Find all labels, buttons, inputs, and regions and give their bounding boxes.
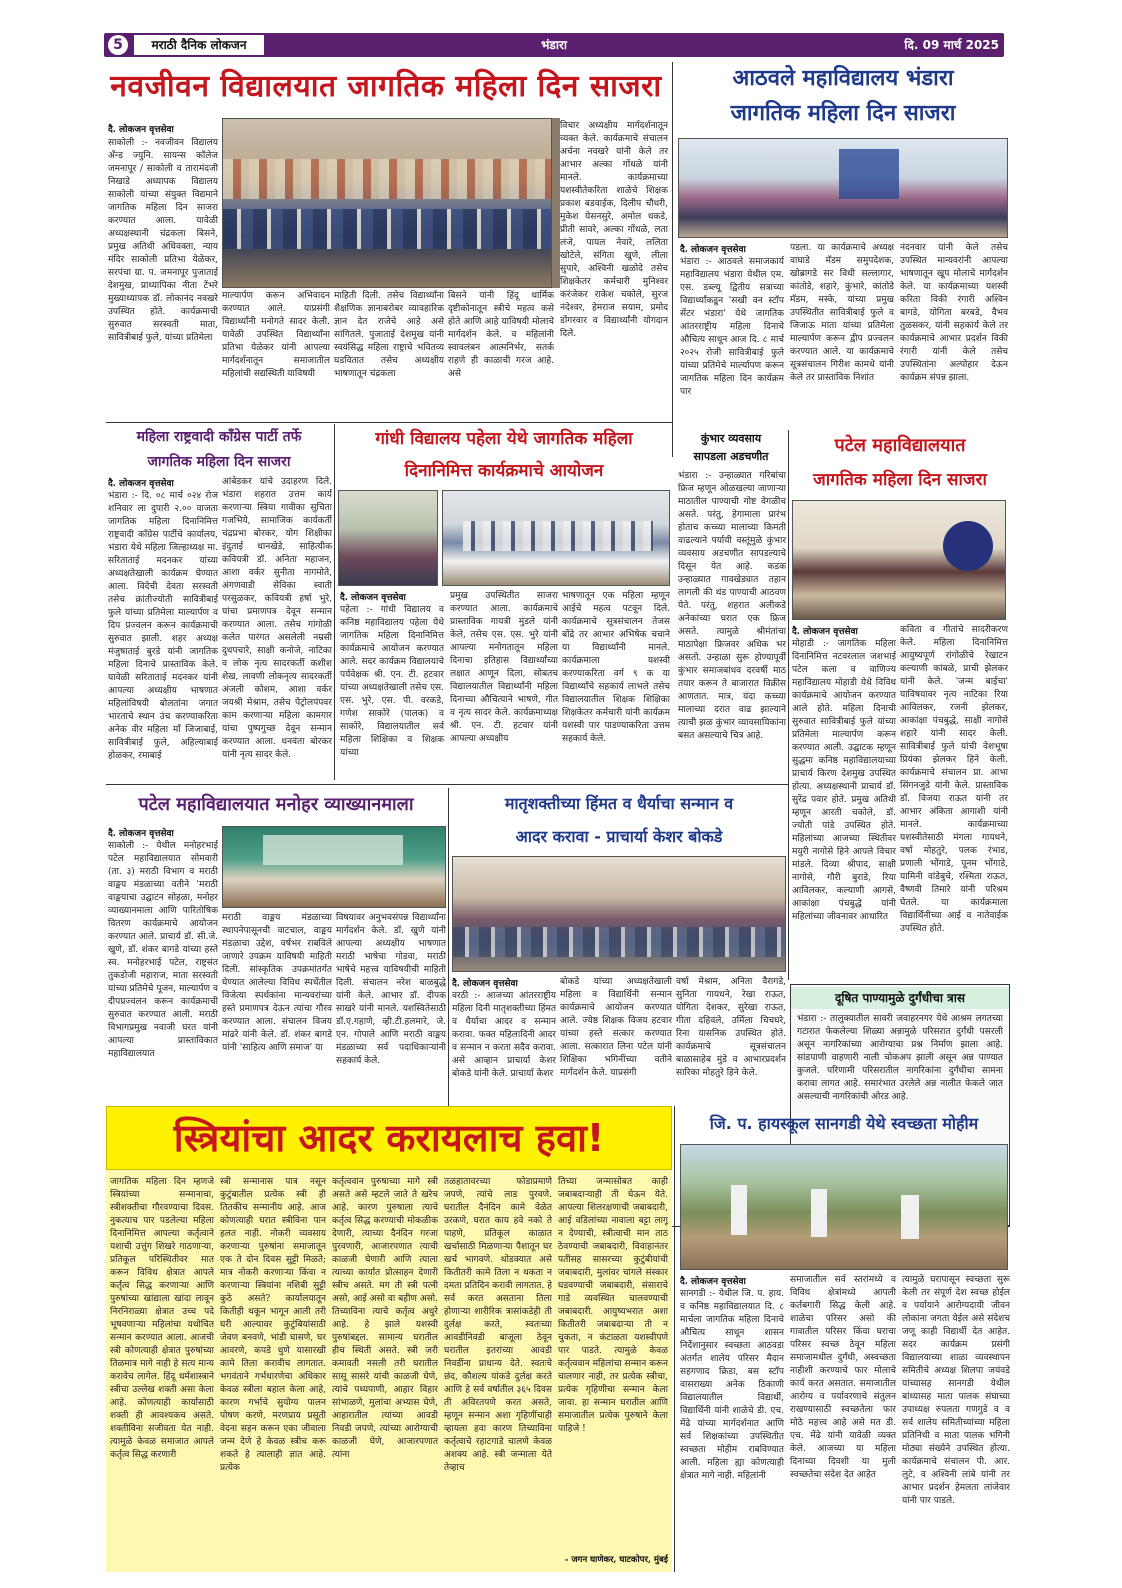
headline-patel-mohadi-line2: जागतिक महिला दिन साजरा: [813, 470, 987, 490]
article-manohar-col3: विषयावर अनुभवसंपन्न विद्यार्थ्यांना मार्गदर्शन केले. डॉ. खुणे यांनी आपल्या अध्यक्षीय भाषणात मराठी भाषेचा गोडवा, मराठी भाषेचे महत्त्व याविषयीची माहिती दिली. संचालन नरेश बाळबुद्धे यांनी केले. आभार डॉ. दीपक साखरे यांनी मानले. यशस्वितेसाठी डॉ.ए.गहाणे, व्ही.टी.हलमारे, जे. एन. गोपाले आणि मराठी वाङ्मय मंडळाच्या सर्व पदाधिकाऱ्यांनी सहकार्य केले.: [336, 913, 446, 1066]
photo-navjivan-group: [222, 118, 552, 288]
article-manohar-col1: साकोली :- येथील मनोहरभाई पटेल महाविद्यालयात सोमवारी (ता. ३) मराठी विभाग व मराठी वाङ्मय मंडळाच्या वतीने 'मराठी वाङ्मयाचा उद्घाटन सोहळा, मनोहर व्याख्यानमाला आणि पारितोषिक वितरण कार्यक्रमाचे आयोजन करण्यात आले. प्राचार्य डॉ. सी.जे. खुणे, डॉ. शंकर बागडे यांच्या हस्ते स्व. मनोहरभाई पटेल, राष्ट्रसंत तुकडोजी महाराज, माता सरस्वती यांच्या प्रतिमेचे पूजन, माल्यार्पण व दीपप्रज्वलन करून कार्यक्रमाची सुरुवात करण्यात आली. मराठी विभागप्रमुख नवाजी घरत यांनी आपल्या प्रास्ताविकात महाविद्यालयात: [108, 841, 218, 1059]
photo-sangadi-cleaning: [680, 1144, 1008, 1270]
divider-vertical-2: [334, 424, 335, 780]
photo-gandhi-stage: [338, 490, 438, 586]
byline-patel-mohadi: दै. लोकजन वृत्तसेवा: [792, 627, 858, 637]
article-sangadi-col3: त्यामुळे घरापासून स्वच्छता सुरू केली तर संपूर्ण देश स्वच्छ होईल व पर्यायाने आरोग्यदायी जीवन लोकांना जगता येईल असे संदेशच जणू काही विद्यार्थी देत आहेत. सदर कार्यक्रम प्रसंगी विद्यालयाच्या शाळा व्यवस्थापन समितीचे अध्यक्ष शिलपा जयंवडे यांच्यासह सानगडी येथील बांध्यासह माता पालक संघाच्या उपाध्यक्ष रुपलता गणगुडे व व सर्व शालेय समितीच्यांच्या महिला प्रतिनिधी व माता पालक भगिनी मोठ्या संख्येने उपस्थित होत्या. कार्यक्रमाचे संचालन पी. आर. लुटे, व अश्विनी लांबे यांनी तर आभार प्रदर्शन हेमलता लांजेवार यांनी पार पाडले.: [902, 1275, 1010, 1506]
edition-date: दि. 09 मार्च 2025: [904, 38, 999, 52]
headline-matrushakti-line2: आदर करावा - प्राचार्या केशर बोकडे: [515, 827, 723, 846]
byline-ncp: दै. लोकजन वृत्तसेवा: [108, 479, 174, 489]
byline-sangadi: दै. लोकजन वृत्तसेवा: [680, 1277, 746, 1287]
article-navjivan-col1: साकोली :- नवजीवन विद्यालय अँन्ड ज्युनि. सायन्स कॉलेज जमनापूर / साकोली व तारामंदजी निखाडे अध्यापक विद्यालय साकोली यांच्या संयुक्त विद्यमाने जागतिक महिला दिन साजरा करण्यात आला. यावेळी अध्यक्षस्थानी चंद्रकला बिसने, प्रमुख अतिथी अधिवक्ता, न्याय मंदिर साकोली प्रतिभा येळेकर, सरपंचा ग्रा. प. जमनापूर पुजाताई देशमुख, प्राध्यापिका नीता टेंभरे मुख्याध्यापक डॉ. लोकानंद नवखरे उपस्थित होते. कार्यक्रमाची सुरुवात सरस्वती माता, सावित्रीबाई फुले, यांच्या प्रतिमेला: [108, 138, 218, 343]
byline-gandhi: दै. लोकजन वृत्तसेवा: [340, 593, 406, 603]
headline-patel-mohadi-line1: पटेल महाविद्यालयात: [834, 435, 966, 456]
article-gandhi-col3: भाषणातून एक महिला म्हणून आईचे महत्व पटवून दिले. कार्यक्रमाचे सूत्रसंचालन तेजस बोंद्रे तर आभार अभिषेक चचाने या विद्यार्थ्यांनी मानले. कार्यक्रमाला यशस्वी करण्याकरिता वर्ग ९ क या विद्यार्थ्यांचे सहकार्य लाभले तसेच विद्यालयातील शिक्षक शिक्षिका शिक्षकेतर कर्मचारी यांनी कार्यक्रम यशस्वी पार पाडण्याकरिता उत्तम सहकार्य केले.: [562, 591, 670, 744]
photo-matrushakti: [452, 856, 786, 972]
headline-athawale-line1: आठवले महाविद्यालय भंडारा: [732, 66, 954, 91]
photo-gandhi-group: [442, 490, 670, 586]
photo-patel-mohadi: [792, 500, 1006, 620]
headline-manohar: पटेल महाविद्यालयात मनोहर व्याख्यानमाला: [138, 794, 414, 815]
photo-athawale: [678, 138, 1008, 238]
divider-vertical-1: [672, 62, 673, 457]
byline-matrushakti: दै. लोकजन वृत्तसेवा: [452, 979, 518, 989]
byline-navjivan: दै. लोकजन वृत्तसेवा: [108, 125, 174, 135]
article-gandhi-col2: प्रमुख उपस्थितीत साजरा करण्यात आला. कार्यक्रमाचे प्रास्ताविक गायत्री मुंडले यांनी केले, तसेच एस. एस. भुरे यांनी आपल्या मनोगतातून महिला दिनाचा इतिहास विद्यार्थ्यांच्या लक्षात आणून दिला, सोबतच विद्यालयातील विद्यार्थ्यांनी महिला दिनाच्या औचित्याने भाषणे, गीत व नृत्य सादर केले. कार्यक्रमाध्यक्ष श्री. एन. टी. हटवार यांनी आपल्या अध्यक्षीय: [450, 591, 558, 744]
divider-vertical-5: [674, 1106, 675, 1572]
headline-gandhi-line2: दिनानिमित्त कार्यक्रमाचे आयोजन: [404, 461, 604, 481]
photo-manohar-stage: [222, 826, 446, 908]
article-matrushakti-col3: वर्षा मेश्राम, अनिता वैरागडे, सुनिता गायधने, रेखा राऊत, योगिता देशकर, सुरेखा राऊत, गीता दहिवले, उर्मिला चिचघरे, रिना यासनिक उपस्थित होते. कार्यक्रमाचे सूत्रसंचालन बाळासाहेब मुंडे व आभारप्रदर्शन सारिका मोहतुरे हिने केले.: [676, 977, 786, 1078]
editorial-col1: जागतिक महिला दिन म्हणजे स्त्रियांच्या सन्मानाचा, स्त्रीशक्तीचा गौरवण्याचा दिवस. नुकत्याच पार पडलेल्या महिला दिनानिमित्त आपल्या कर्तृत्वाने यशाची उत्तुंग शिखरे गाठणाऱ्या, प्रतिकूल परिस्थितीवर मात करून विविध क्षेत्रात आपले कर्तृत्व सिद्ध करणाऱ्या आणि पुरुषांच्या खांद्याला खांदा लावून निरनिराळ्या क्षेत्रात उच्च पदे भूषवणाऱ्या महिलांचा यथोचित सन्मान करण्यात आला. आजची स्त्री कोणत्याही क्षेत्रात पुरुषांच्या तिळमात्र मागे नाही हे सत्य मान्य करावेच लागेल. हिंदू धर्मशास्त्राने स्त्रीचा उल्लेख शक्ती असा केला आहे. कोणत्याही कार्यासाठी शक्ती ही आवश्यकच असते. शक्तीविना सजीवता येत नाही. त्यामुळे केवळ समाजात आपले कर्तृत्व सिद्ध करणारी: [110, 1177, 214, 1460]
headline-striyancha-aadar: स्त्रियांचा आदर करायलाच हवा!: [173, 1116, 605, 1160]
photo-navjivan-lamp: [552, 118, 560, 288]
headline-sangadi: जि. प. हायस्कूल सानगडी येथे स्वच्छता मोहीम: [709, 1114, 979, 1133]
headline-kumbhar-line2: सापडला अडचणीत: [693, 450, 769, 463]
headline-ncp-line1: महिला राष्ट्रवादी कॉंग्रेस पार्टी तर्फे: [136, 429, 302, 445]
editorial-col5: तिच्या जन्मासोबत काही जबाबदाऱ्याही ती घेऊन येते. आपल्या शिलरक्षणाची जबाबदारी, आई वडिलांच्या नावाला बट्टा लागू न देण्याची, स्त्रीत्वाची मान ताठ ठेवण्याची जबाबदारी, विवाहानंतर पतीसह सासरच्या कुटुंबीयांची जबाबदारी, मुलांवर चांगले संस्कार घडवण्याची जबाबदारी, संसाराचे गाडे व्यवस्थित चालवण्याची जबाबदारी. आयुष्यभरात अशा कितीतरी जबाबदाऱ्या ती न चुकता, न कंटाळता यशस्वीपणे पार पाडते. त्यामुळे केवळ कर्तृत्ववान महिलांचा सन्मान करून चालणार नाही, तर प्रत्येक स्त्रीचा, प्रत्येक गृहिणीचा सन्मान केला जावा. हा सन्मान घरातील आणि समाजातील प्रत्येक पुरुषाने केला पाहिजे !: [558, 1177, 668, 1434]
article-dushit-paani: भंडारा :- तालुक्यातील सावरी जवाहरनगर येथे आश्रम लगतच्या गटारात फेकलेल्या शिळ्या अन्नामुळे परिसरात दुर्गंधी पसरली असून नागरिकांच्या आरोग्याचा प्रश्न निर्माण झाला आहे. सांडपाणी वाहणारी नाली चोकअप झाली असून अन्न पाण्यात कुजले. परिणामी परिसरातील नागरिकांना दुर्गंधीचा सामना करावा लागत आहे. समारंभात उरलेले अन्न नालीत फेकले जात असल्याची नागरिकांची ओरड आहे.: [797, 1014, 1003, 1102]
headline-ncp-line2: जागतिक महिला दिन साजरा: [147, 454, 291, 470]
article-athawale-col2: पडला. या कार्यक्रमाचे अध्यक्ष वाघाडे मॅडम समुपदेशक, खोब्रागडे सर विधी सल्लागार, कांतोडे, शहारे, कुंभारे, कांतोडे मॅडम, मस्के, यांच्या प्रमुख उपस्थितीत सावित्रीबाई फुले व जिजाऊ माता यांच्या प्रतिमेला माल्यार्पण करून द्वीप प्रज्वलन करण्यात आले. या कार्यक्रमाचे सूत्रसंचालन गिरीश कामथे यांनी केले तर प्रास्ताविक निशांत: [790, 243, 894, 383]
page-number: 5: [108, 35, 128, 55]
article-gandhi-col1: पहेला :- गांधी विद्यालय व कनिष्ठ महाविद्यालय पहेला येथे जागतिक महिला दिनानिमित्त कार्यक्रमाचे आयोजन करण्यात आले. सदर कार्यक्रम विद्यालयाचे पर्यवेक्षक श्री. एन. टी. हटवार यांच्या अध्यक्षतेखाली तसेच एस. एस. भुरे, एस. पी. वरकडे, गणेश साकोरे (पालक) व साकोरे, विद्यालयातील सर्व महिला शिक्षिका व शिक्षक यांच्या: [340, 605, 444, 758]
editorial-col4: तळहातावरच्या फोडाप्रमाणे जपणे, त्यांचे लाड पुरवणे. घरातील दैनंदिन कामे वेळेत उरकणे, घरात काय हवे नको ते पाहणे, प्रतिकूल काळात खर्चासाठी मिळणाऱ्या पैशातून घर खर्च भागवणे. थोडक्यात असे कितीतरी कामे तिला न थकता न दमता प्रतिदिन करावी लागतात. हे सर्व करत असताना तिला होणाऱ्या शारीरिक त्रासांकडेही ती दुर्लक्ष करते, स्वतःच्या आवडीनिवडी बाजूला ठेवून घरातील इतरांच्या आवडी निवडींना प्राधान्य देते. स्वतःचे छंद, कौशल्य यांकडे दुर्लक्ष करते आणि हे सर्व वर्षातील ३६५ दिवस ती अविरतपणे करत असते, म्हणून सन्मान अशा गृहिणींचाही व्हायला हवा कारण तिच्याविना कर्तृत्वाचे रहाटगाडे चालणे केवळ अशक्य आहे. स्त्री जन्माला येते तेव्हाच: [444, 1177, 552, 1473]
article-sangadi-col1: सानगडी :- येथील जि. प. हाय. व कनिष्ठ महाविद्यालयात दि. ८ मार्चला जागतिक महिला दिनाचे औचित्य साधून शासन निर्देशानुसार स्वच्छता आठवडा अंतर्गत शालेय परिसर मैदान सहगणाद क्रिडा, बस स्टॉप वासराख्या अनेक ठिकाणी विद्यालयातील विद्यार्थी, विद्यार्थिनी यांनी शाळेचे डी. एच. मेंढे यांच्या मार्गदर्शनात आणि सर्व शिक्षकांच्या उपस्थितीत स्वच्छता मोहीम राबविण्यात आली. महिला ह्या कोणत्याही क्षेत्रात मागे नाही. महिलांनी: [680, 1289, 784, 1481]
article-ncp-col1: भंडारा :- दि. ०८ मार्च ०२४ रोज शनिवार ला दुपारी २.०० वाजता जागतिक महिला दिनानिमित्त राष्ट्रवादी कॉंग्रेस पार्टीचे कार्यालय, भंडारा येथे महिला जिल्हाध्यक्ष मा. सरिताताई मदनकर यांच्या अध्यक्षतेखाली कार्यक्रम घेण्यात आला. विदेची देवता सरस्वती तसेच क्रांतीज्योती सावित्रीबाई फुले यांच्या प्रतिमेला माल्यार्पण व दिप प्रज्वलन करून कार्यक्रमाची सुरुवात झाली. शहर अध्यक्ष मंजुषाताई बुरडे यांनी जागतिक महिला दिनाचे प्रास्ताविक केले. यावेळी सरिताताई मदनकर यांनी आपल्या अध्यक्षीय भाषणात महिलांविषयी बोलतांना जगात भारताचे स्थान उंच करण्याकरिता अनेक वीर महिला माँ जिजाबाई, सावित्रीबाई फुले, अहिल्याबाई होळकर, रमाबाई: [108, 491, 218, 761]
article-patel-mohadi-col2: कविता व गीतांचे सादरीकरण केले. महिला दिनानिमित्त आयुष्यपूर्ण रांगोळीचे रेखाटन कल्याणी कांबळे, प्राची झेलकर यांनी केले. 'जन्म बाईचा' याविषयावर नृत्य नाटिका रिया आविलकर, रजनी झेलकर, आकांक्षा पंचबुद्धे, साक्षी नागोसे शहारे यांनी सादर केली. सावित्रीबाई फुले यांची वेशभूषा प्रियंका झेलकर हिने केली. कार्यक्रमाचे संचालन प्रा. आभा सिंगनजुडे यांनी केले. प्रास्ताविक डॉ. विजया राऊत यांनी तर आभार अंकिता आगाशी यांनी मानले. कार्यक्रमाच्या यशस्वीतेसाठी मंगला गायधने, वर्षा मोहतुरे, पलक रंभाड, प्रणाली भोंगाडे, पूनम भोंगाडे, यामिनी वांडेबुचे, रश्मिता राऊत, वैष्णवी तिमारे यांनी परिश्रम घेतले. या कार्यक्रमाला विद्यार्थिनीच्या आई व नातेवाईक उपस्थित होते.: [900, 625, 1008, 934]
article-kumbhar: भंडारा :- उन्हाळ्यात गरिबांचा फ्रिज म्हणून ओळखल्या जाणाऱ्या माठातील पाण्याची गोष्ट वेगळीच असते. परंतु, हेगामाला प्रारंभ होताच कच्च्या मालाच्या किमती वाढल्याने पर्यायी वस्तूंमुळे कुंभार व्यवसाय अडचणीत सापडल्याचे दिसून येत आहे. कडक उन्हाळ्यात गावखेड्यात तहान लागली की थंड पाण्याची आठवण येते. परंतु, शहरात अलीकडे अनेकांच्या घरात एक फ्रिज असते. त्यामुळे श्रीमंतांचा माठापेक्षा फ्रिजवर अधिक भर असतो. उन्हाळा सुरू होण्यापूर्वी कुंभार समाजबांधव दरवर्षी माठ तयार करून ते बाजारात विक्रीस आणतात. मात्र, यंदा कच्च्या मालाच्या दरात वाढ झाल्याने त्याची झळ कुंभार व्यावसायिकांना बसत असल्याचे चित्र आहे.: [678, 471, 786, 741]
divider-vertical-3: [788, 430, 789, 980]
article-patel-mohadi-col1: मोहाडी :- जागतिक महिला दिनानिमित्त नटवरलाल जशभाई पटेल कला व वाणिज्य महाविद्यालय मोहाडी येथे विविध कार्यक्रमाचे आयोजन करण्यात आले होते. महिला दिनाची सुरुवात सावित्रीबाई फुले यांच्या प्रतिमेला माल्यार्पण करून करण्यात आली. उद्घाटक म्हणून सुद्धमा कनिष्ठ महाविद्यालयाच्या प्राचार्य किरण देशमुख उपस्थित होत्या. अध्यक्षस्थानी प्राचार्य डॉ. सुरेंद्र पवार होते. प्रमुख अतिथी म्हणून आरती चकोले, डॉ. ज्योती पांडे उपस्थित होते. महिलांच्या आजच्या स्थितीवर मयुरी नागोसे हिने आपले विचार मांडले. दिव्या श्रीपाद, साक्षी नागोसे, गौरी बुराडे, रिया आविलकर, कल्याणी आगसे, आकांक्षा पंचबुद्धे यांनी महिलांच्या जीवनावर आधारित: [792, 639, 896, 922]
article-navjivan-col3: माहिती दिली. तसेच विद्यार्थ्यांना शैक्षणिक ज्ञानाबरोबर व्यावहारिक ज्ञान देत राजेचे आहे असे सांगितले. पुजाताई देशमुख यांनी स्वयंसिद्ध महिला राष्ट्राचे भवितव्य घडवितात तसेच अध्यक्षीय भाषणातून चंद्रकला: [334, 291, 444, 379]
headline-gandhi-line1: गांधी विद्यालय पहेला येथे जागतिक महिला: [375, 429, 633, 449]
article-navjivan-col2: माल्यार्पण करून अभिवादन करण्यात आले. याप्रसंगी विद्यार्थ्यांनी मनोगते सादर केली. यावेळी उपस्थित विद्यार्थ्यांना प्रतिभा येळेकर यांनी आपल्या मार्गदर्शनातून समाजातील महिलांची सद्यस्थिती याविषयी: [222, 291, 330, 379]
headline-athawale-line2: जागतिक महिला दिन साजरा: [730, 101, 956, 126]
byline-athawale: दै. लोकजन वृत्तसेवा: [680, 245, 746, 255]
article-sangadi-col2: समाजातील सर्व स्तरांमध्ये व विविध क्षेत्रांमध्ये आपली कर्तबगारी सिद्ध केली आहे. शाळेचा परिसर असो की गावातील परिसर किंवा घराचा परिसर स्वच्छ ठेवून महिला समाजामधील दुर्गंधी, अस्वच्छता नाहीशी करण्याचे फार मोलाचे कार्य करत असतात. समाजातील आरोग्य व पर्यावरणाचे संतुलन राखण्यासाठी स्वच्छतेला फार मोठे महत्त्व आहे असे मत डी. एच. मेंढे यांनी यावेळी व्यक्त केले. आजच्या या महिला दिनाच्या दिवशी या मुली स्वच्छतेचा संदेश देत आहेत: [790, 1275, 896, 1480]
headline-kumbhar-line1: कुंभार व्यवसाय: [700, 432, 762, 445]
divider-horizontal-2: [106, 784, 788, 785]
article-navjivan-col5: विचार अध्यक्षीय मार्गदर्शनातून व्यक्त केले. कार्यक्रमाचे संचालन अर्चना नवखरे यांनी केले तर आभार अल्का गोंधळे यांनी मानले. कार्यक्रमाच्या यशस्वीतेकरिता शाळेचे शिक्षक प्रकाश बडवाईक, दिलीप चौधरी, मुकेश येसनसुरे, अमोल धकडे, प्रीती सावरे, अल्का गोंधळे, लता लंजे, पायल नेवारे, ललिता खोटेले, संगिता खुणे, लीला सुपारे, अश्विनी खळोदे तसेच शिक्षकेतर कर्मचारी मुनिश्वर करंजेकर राकेश चकोले, सुरज नंदेश्वर, हेमराज सयाम, प्रमोद डोंगरवार व विद्यार्थ्यांनी योगदान दिले.: [560, 121, 668, 339]
article-athawale-col1: भंडारा :- आठवले समाजकार्य महाविद्यालय भंडारा येथील एम. एस. डब्ल्यू द्वितीय सत्राच्या विद्यार्थ्यांकडून 'सखी वन स्टॉप सेंटर भंडारा' येथे जागतिक आंतरराष्ट्रीय महिला दिनाचे औचित्य साधून आज दि. ८ मार्च २०२५ रोजी सावित्रीबाई फुले यांच्या प्रतिमेचे मार्ल्यापण करून जागतिक महिला दिन कार्यक्रम पार: [680, 257, 784, 397]
byline-manohar: दै. लोकजन वृत्तसेवा: [108, 829, 174, 839]
article-manohar-col2: मराठी वाङ्मय मंडळाच्या स्थापनेपासूनची वाटचाल, वाङ्मय मंडळाचा उद्देश, वर्षभर राबविले जाणारे उपक्रम याविषयी माहिती दिली. सांस्कृतिक उपक्रमांतर्गत घेण्यात आलेल्या विविध स्पर्धेतील विजेत्या स्पर्धकांना मान्यवरांच्या हस्ते प्रमाणपत्र देऊन त्यांचा गौरव करण्यात आला. संचालन विजय मांढरे यांनी केले. डॉ. शंकर बागडे यांनी 'साहित्य आणि समाज' या: [222, 913, 332, 1053]
divider-horizontal-1: [106, 422, 672, 423]
section-city: भंडारा: [541, 38, 567, 52]
headline-matrushakti-line1: मातृशक्तीच्या हिंमत व धैर्याचा सन्मान व: [504, 794, 734, 813]
editorial-author: - जगन घाणेकर, घाटकोपर, मुंबई: [564, 1555, 668, 1565]
editorial-col3: कर्तृत्ववान पुरुषाच्या मागे स्त्री असते असे म्हटले जाते ते खरेच आहे. कारण पुरुषाला त्याचे कर्तृत्व सिद्ध करण्याची मोकळीक देणारी, त्याच्या दैनंदिन गरजा पुरवणारी, आजारपणात त्याची काळजी घेणारी आणि त्याला त्याच्या कार्यात प्रोत्साहन देणारी स्त्रीच असते. मग ती स्त्री पत्नी असो, आई असो वा बहीण असो. तिच्याविना त्याचे कर्तृत्व अधुरे आहे. हे झाले यशस्वी पुरुषांबद्दल. सामान्य घरातील हीच स्थिती असते. स्त्री जरी कमावती नसली तरी घरातील सासू सासरे यांची काळजी घेणे, त्यांचे पथ्यपाणी, आहार विहार सांभाळणे, मुलांचा अभ्यास घेणे, आहारातील त्यांच्या आवडी निवडी जपणे, त्यांच्या आरोग्याची काळजी घेणे, आजारपणात त्यांना: [332, 1177, 438, 1460]
editorial-col2: स्त्री सन्मानास पात्र नसून कुटुंबातील प्रत्येक स्त्री ही तितकीच सन्मानीय आहे. आज कोणत्याही घरात स्त्रीविना पान हलत नाही. नोकरी व्यवसाय करणाऱ्या पुरुषांना समाजातून एक ते दोन दिवस सुट्टी मिळते; मात्र नोकरी करणाऱ्या किंवा न करणाऱ्या स्त्रियांना नशिबी सुट्टी कुठे असते? कार्यालयातून कितीही थकून भागून आली तरी घरी आल्यावर कुटुंबियांसाठी जेवण बनवणे, भांडी घासणे, घर आवरणे, कपडे धुणे यासारखी कामे तिला करावीच लागतात. भगवंताने गर्भधारणेचा अधिकार केवळ स्त्रीला बहाल केला आहे, कारण गर्भाचे सुयोग्य पालन पोषण करणे, मरणप्राय प्रसूती वेदना सहन करून एका जीवाला जन्म देणे हे केवळ स्त्रीच करू शकते हे त्यालाही ज्ञात आहे. प्रत्येक: [220, 1177, 326, 1473]
headline-navjivan: नवजीवन विद्यालयात जागतिक महिला दिन साजरा: [110, 69, 662, 104]
newspaper-name: मराठी दैनिक लोकजन: [134, 35, 264, 55]
article-matrushakti-col1: वरठी :- आजच्या आंतरराष्ट्रीय महिला दिनी मातृशक्तीच्या हिंमत व धैर्याचा आदर व सन्मान करावा. फक्त महिलादिनी आदर व सन्मान न करता सदैव करावा. असे आव्हान प्राचार्या केशर बोकडे यांनी केले. प्राचार्या केशर: [452, 991, 556, 1079]
article-matrushakti-col2: बोकडे यांच्या अध्यक्षतेखाली महिला व विद्यार्थिनी सन्मान कार्यक्रमाचे आयोजन करण्यात आले. ज्येष्ठ शिक्षक विजय हटवार यांच्या हस्ते सत्कार करण्यात आला. सत्कारात लिना पटेल यांनी शिक्षिका भगिनींच्या वतीने मार्गदर्शन केले. याप्रसंगी: [560, 977, 672, 1078]
headline-dushit-paani: दूषित पाण्यामुळे दुर्गंधीचा त्रास: [791, 987, 1009, 1009]
article-navjivan-col4: बिसने यांनी हिंदू धार्मिक दृष्टीकोनातून स्त्रीचे महत्व कसे होते आणि आहे याविषयी मोलाचे मार्गदर्शन केले. व महिलांनी स्वावलंबन आत्मनिर्भर, सतर्क राहणे ही काळाची गरज आहे. असे: [448, 291, 554, 379]
article-athawale-col3: नंदनवार यांनी केले तसेच उपस्थित मान्यवरांनी आपल्या भाषणातून खूप मोलाचे मार्गदर्शन केले. या कार्यक्रमाच्या यशस्वी करिता विकी रंगारी अश्विन बागडे, योगिता बरबडे, वैभव तुळसकर, यांनी सहकार्य केले तर कार्यक्रमाचे आभार प्रदर्शन विकी रंगारी यांनी केले तसेच उपस्थितांना अल्पोहार देऊन कार्यक्रम संपन्न झाला.: [900, 243, 1008, 383]
masthead-bar: [104, 33, 1004, 57]
article-ncp-col2: आंबेडकर यांचे उदाहरण दिले. भंडारा शहरात उत्तम कार्य करणाऱ्या स्त्रिया गावीका सुचिता गजभिये, सामाजिक कार्यकर्ती चंद्रप्रभा बोरकर, योग शिक्षीका इंदुताई थानखेडे, साहित्यीक कवियत्री डॉ. अनिता महाजन, आशा वर्कर सुनीता नागमोते, अंगणवाडी सेविका स्वाती परसुळकर, कवियत्री हर्षा भुरे, यांचा प्रमाणपत्र देवून सन्मान करण्यात आला. तसेच गांगोळी कलेत पारंगत असलेली नम्रसी दुधपचारे, साक्षी कनोजे, नाटिका व लोक नृत्य सादरकर्ती कशीश शेख, लावणी लोकनृत्य सादरकर्ती अंजली कोशम, आशा वर्कर जयश्री मेश्राम, तसेच पेट्रोलपंपवर काम करणाऱ्या महिला कामगार यांचा पुष्पगुच्छ देवून सन्मान करण्यात आला. धनवंता बोरकर यांनी नृत्य सादर केले.: [222, 477, 332, 760]
